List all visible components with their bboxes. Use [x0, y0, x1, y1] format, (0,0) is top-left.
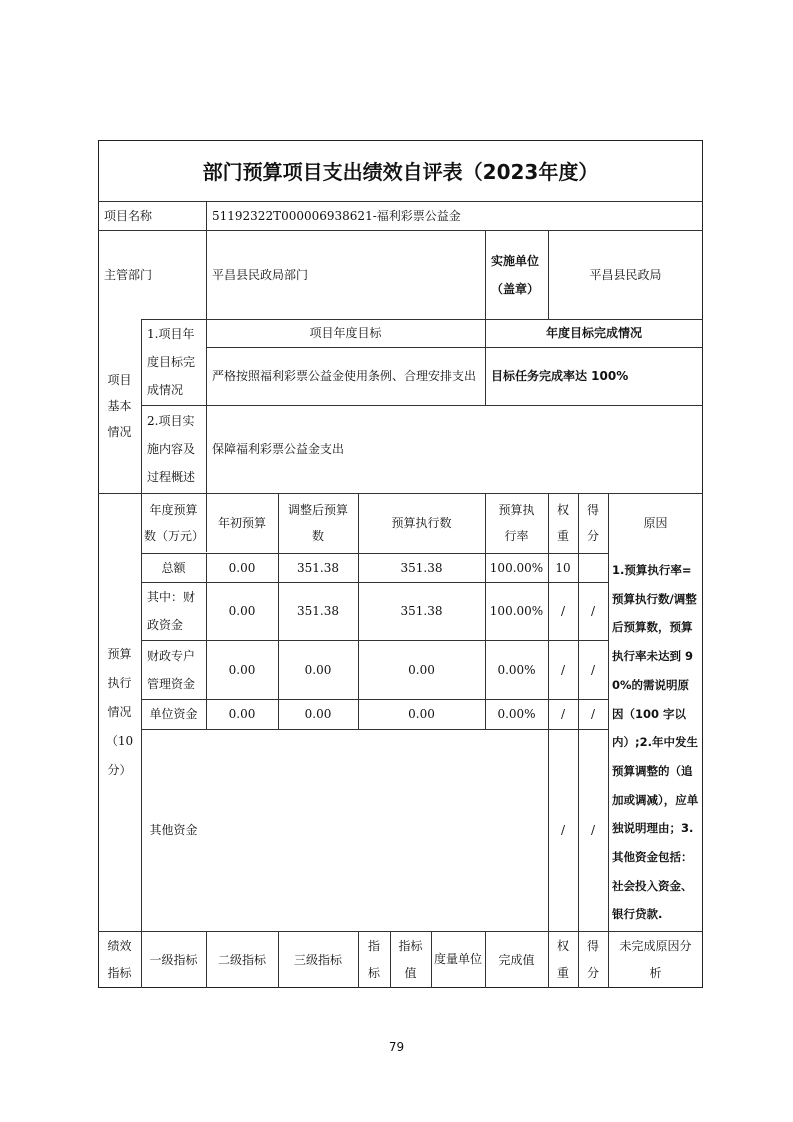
row-fiscal-score: / — [590, 604, 596, 618]
indicator-weight: 权重 — [556, 938, 569, 980]
item2-value: 保障福利彩票公益金支出 — [212, 442, 345, 456]
row-fiscal-rate: 100.00% — [489, 604, 544, 618]
row-total-executed: 351.38 — [400, 560, 443, 575]
row-special-executed: 0.00 — [408, 662, 435, 677]
item1-label: 1.项目年度目标完成情况 — [147, 327, 196, 397]
implementing-unit-value: 平昌县民政局 — [589, 267, 662, 282]
row-fiscal-executed: 351.38 — [400, 604, 443, 618]
indicator-level2: 二级指标 — [217, 952, 266, 967]
row-other-weight: / — [560, 823, 566, 837]
row-total-weight: 10 — [555, 560, 571, 575]
row-fiscal-name: 其中：财政资金 — [147, 590, 196, 632]
row-total-score — [578, 553, 608, 582]
completion-header: 年度目标完成情况 — [545, 326, 642, 340]
header-score: 得分 — [586, 503, 599, 543]
row-special-rate: 0.00% — [497, 662, 536, 677]
budget-label: 预算执行情况（10分） — [105, 646, 134, 777]
row-special-score: / — [590, 662, 596, 677]
row-special-weight: / — [560, 662, 566, 677]
header-year-budget: 年度预算数（万元） — [144, 503, 205, 543]
reason-note: 1.预算执行率=预算执行数/调整后预算数，预算执行率未达到 90%的需说明原因（100 字以内）;2.年中发生预算调整的（追加或调减），应单独说明理由；3.其他资金包括：社会投入资金、银行贷款. — [612, 563, 699, 922]
target-value: 严格按照福利彩票公益金使用条例、合理安排支出 — [212, 369, 477, 383]
row-unit-rate: 0.00% — [497, 707, 536, 721]
indicator-unit: 度量单位 — [434, 952, 483, 966]
indicators-label: 绩效指标 — [107, 938, 132, 980]
row-unit-initial: 0.00 — [228, 707, 256, 721]
indicator-completed: 完成值 — [498, 952, 535, 967]
target-header: 项目年度目标 — [309, 326, 382, 340]
page-number: 79 — [388, 1040, 405, 1054]
header-weight: 权重 — [556, 503, 569, 543]
indicator-score: 得分 — [586, 938, 599, 980]
row-total-rate: 100.00% — [489, 560, 544, 575]
completion-value: 目标任务完成率达 100% — [491, 369, 629, 383]
row-fiscal-initial: 0.00 — [228, 604, 256, 618]
page-title: 部门预算项目支出绩效自评表（2023年度） — [202, 160, 599, 184]
item2-label: 2.项目实施内容及过程概述 — [147, 414, 196, 484]
row-total-name: 总额 — [161, 560, 186, 575]
basic-info-label: 项目基本情况 — [107, 373, 132, 439]
header-adjusted: 调整后预算数 — [287, 503, 348, 543]
header-executed: 预算执行数 — [391, 516, 452, 530]
row-other-name: 其他资金 — [149, 823, 198, 837]
indicator-level1: 一级指标 — [149, 952, 198, 967]
header-rate: 预算执行率 — [498, 503, 535, 543]
indicator-name: 指标 — [367, 938, 380, 980]
row-total-adjusted: 351.38 — [297, 560, 339, 575]
project-name-value: 51192322T000006938621-福利彩票公益金 — [212, 208, 461, 223]
row-fiscal-adjusted: 351.38 — [297, 604, 339, 618]
indicator-value: 指标值 — [398, 938, 423, 980]
row-other-score: / — [590, 823, 596, 837]
row-unit-adjusted: 0.00 — [304, 707, 332, 721]
header-reason: 原因 — [643, 516, 668, 530]
row-unit-score: / — [590, 707, 596, 721]
department-label: 主管部门 — [104, 267, 153, 282]
implementing-unit-label: 实施单位（盖章） — [491, 253, 540, 296]
department-value: 平昌县民政局部门 — [212, 267, 309, 282]
indicator-reason: 未完成原因分析 — [619, 938, 692, 980]
row-unit-weight: / — [560, 707, 566, 721]
row-special-initial: 0.00 — [228, 662, 256, 677]
indicator-level3: 三级指标 — [293, 952, 342, 967]
row-unit-name: 单位资金 — [149, 707, 198, 721]
row-unit-executed: 0.00 — [408, 707, 435, 721]
row-special-adjusted: 0.00 — [304, 662, 332, 677]
row-special-name: 财政专户管理资金 — [147, 648, 196, 691]
project-name-label: 项目名称 — [104, 208, 153, 223]
row-total-initial: 0.00 — [228, 560, 256, 575]
header-initial: 年初预算 — [217, 516, 266, 530]
row-fiscal-weight: / — [560, 604, 566, 618]
